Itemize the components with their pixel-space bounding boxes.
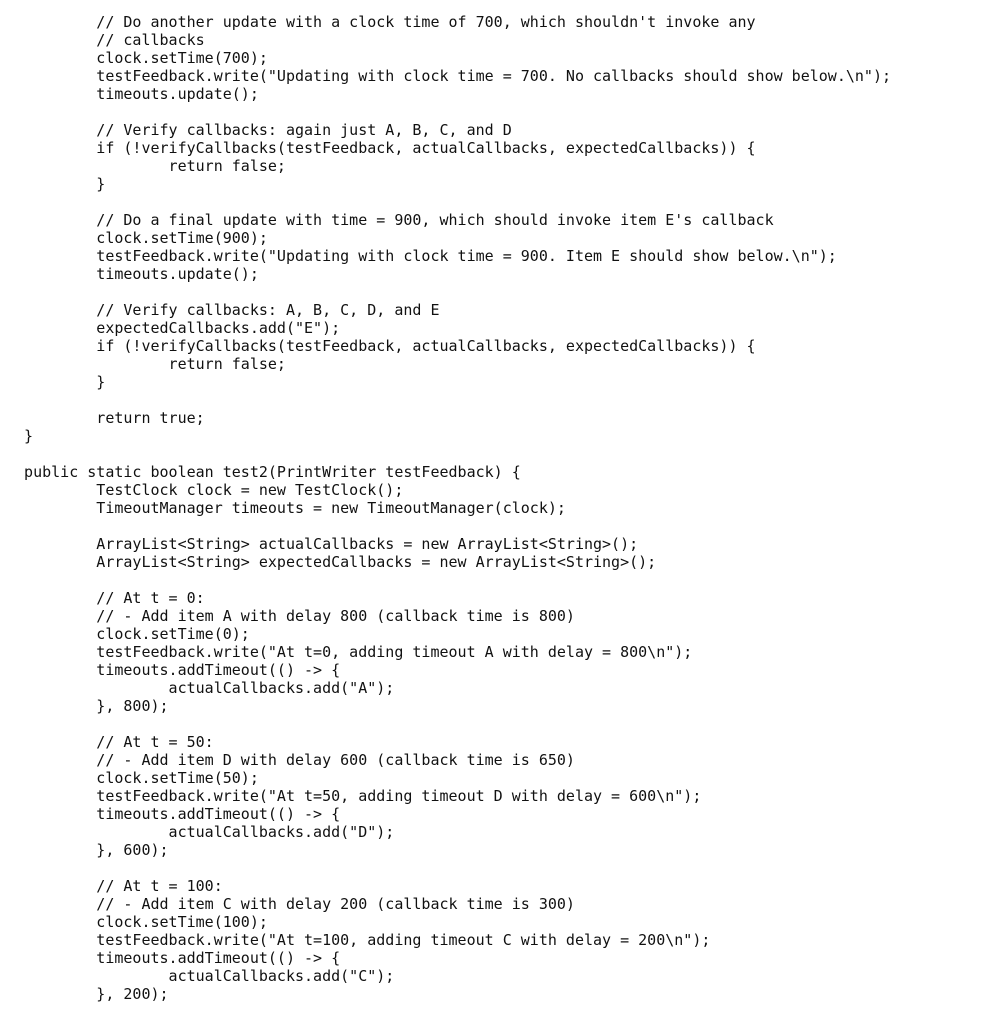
code-line: // At t = 50: — [6, 733, 214, 751]
code-line: // - Add item C with delay 200 (callback time is 300) — [6, 895, 575, 913]
code-line: // callbacks — [6, 31, 205, 49]
code-line: timeouts.addTimeout(() -> { — [6, 805, 341, 823]
code-line: } — [6, 175, 106, 193]
code-listing — [6, 13, 891, 1003]
code-line — [6, 517, 891, 535]
code-line — [6, 193, 891, 211]
code-line: clock.setTime(900); — [6, 229, 268, 247]
code-line: testFeedback.write("Updating with clock time = 700. No callbacks should show below.\n"); — [6, 67, 892, 85]
code-line: TimeoutManager timeouts = new TimeoutManager(clock); — [6, 499, 566, 517]
code-line: testFeedback.write("At t=50, adding timeout D with delay = 600\n"); — [6, 787, 702, 805]
code-line: }, 600); — [6, 841, 169, 859]
code-line: ArrayList<String> expectedCallbacks = new ArrayList<String>(); — [6, 553, 657, 571]
code-line: // Verify callbacks: A, B, C, D, and E — [6, 301, 440, 319]
code-line — [6, 859, 891, 877]
code-line: clock.setTime(700); — [6, 49, 268, 67]
code-line: testFeedback.write("At t=0, adding timeout A with delay = 800\n"); — [6, 643, 693, 661]
code-line: return false; — [6, 157, 286, 175]
code-line — [6, 715, 891, 733]
code-line: actualCallbacks.add("A"); — [6, 679, 395, 697]
code-line: clock.setTime(100); — [6, 913, 268, 931]
code-line — [6, 571, 891, 589]
code-line: // At t = 0: — [6, 589, 205, 607]
code-line — [6, 103, 891, 121]
code-line: timeouts.update(); — [6, 85, 259, 103]
code-line: // Verify callbacks: again just A, B, C, and D — [6, 121, 512, 139]
code-line: actualCallbacks.add("C"); — [6, 967, 395, 985]
code-line: } — [6, 427, 34, 445]
code-line — [6, 283, 891, 301]
code-line: // At t = 100: — [6, 877, 223, 895]
code-line: if (!verifyCallbacks(testFeedback, actualCallbacks, expectedCallbacks)) { — [6, 337, 756, 355]
code-line: testFeedback.write("Updating with clock time = 900. Item E should show below.\n"); — [6, 247, 837, 265]
code-line: // - Add item A with delay 800 (callback time is 800) — [6, 607, 575, 625]
code-line — [6, 391, 891, 409]
code-line: clock.setTime(0); — [6, 625, 250, 643]
code-line: }, 800); — [6, 697, 169, 715]
code-line: TestClock clock = new TestClock(); — [6, 481, 404, 499]
code-line — [6, 445, 891, 463]
code-line: clock.setTime(50); — [6, 769, 259, 787]
code-line: timeouts.update(); — [6, 265, 259, 283]
code-line: ArrayList<String> actualCallbacks = new ArrayList<String>(); — [6, 535, 639, 553]
code-line: timeouts.addTimeout(() -> { — [6, 661, 341, 679]
code-line: actualCallbacks.add("D"); — [6, 823, 395, 841]
code-line: return true; — [6, 409, 205, 427]
code-line: } — [6, 373, 106, 391]
code-line: expectedCallbacks.add("E"); — [6, 319, 341, 337]
code-line: return false; — [6, 355, 286, 373]
code-line: // Do another update with a clock time of 700, which shouldn't invoke any — [6, 13, 756, 31]
code-line: }, 200); — [6, 985, 169, 1003]
code-line: // Do a final update with time = 900, which should invoke item E's callback — [6, 211, 774, 229]
code-line: timeouts.addTimeout(() -> { — [6, 949, 341, 967]
code-line: testFeedback.write("At t=100, adding timeout C with delay = 200\n"); — [6, 931, 711, 949]
code-line: if (!verifyCallbacks(testFeedback, actualCallbacks, expectedCallbacks)) { — [6, 139, 756, 157]
code-line: public static boolean test2(PrintWriter testFeedback) { — [6, 463, 521, 481]
code-line: // - Add item D with delay 600 (callback time is 650) — [6, 751, 575, 769]
